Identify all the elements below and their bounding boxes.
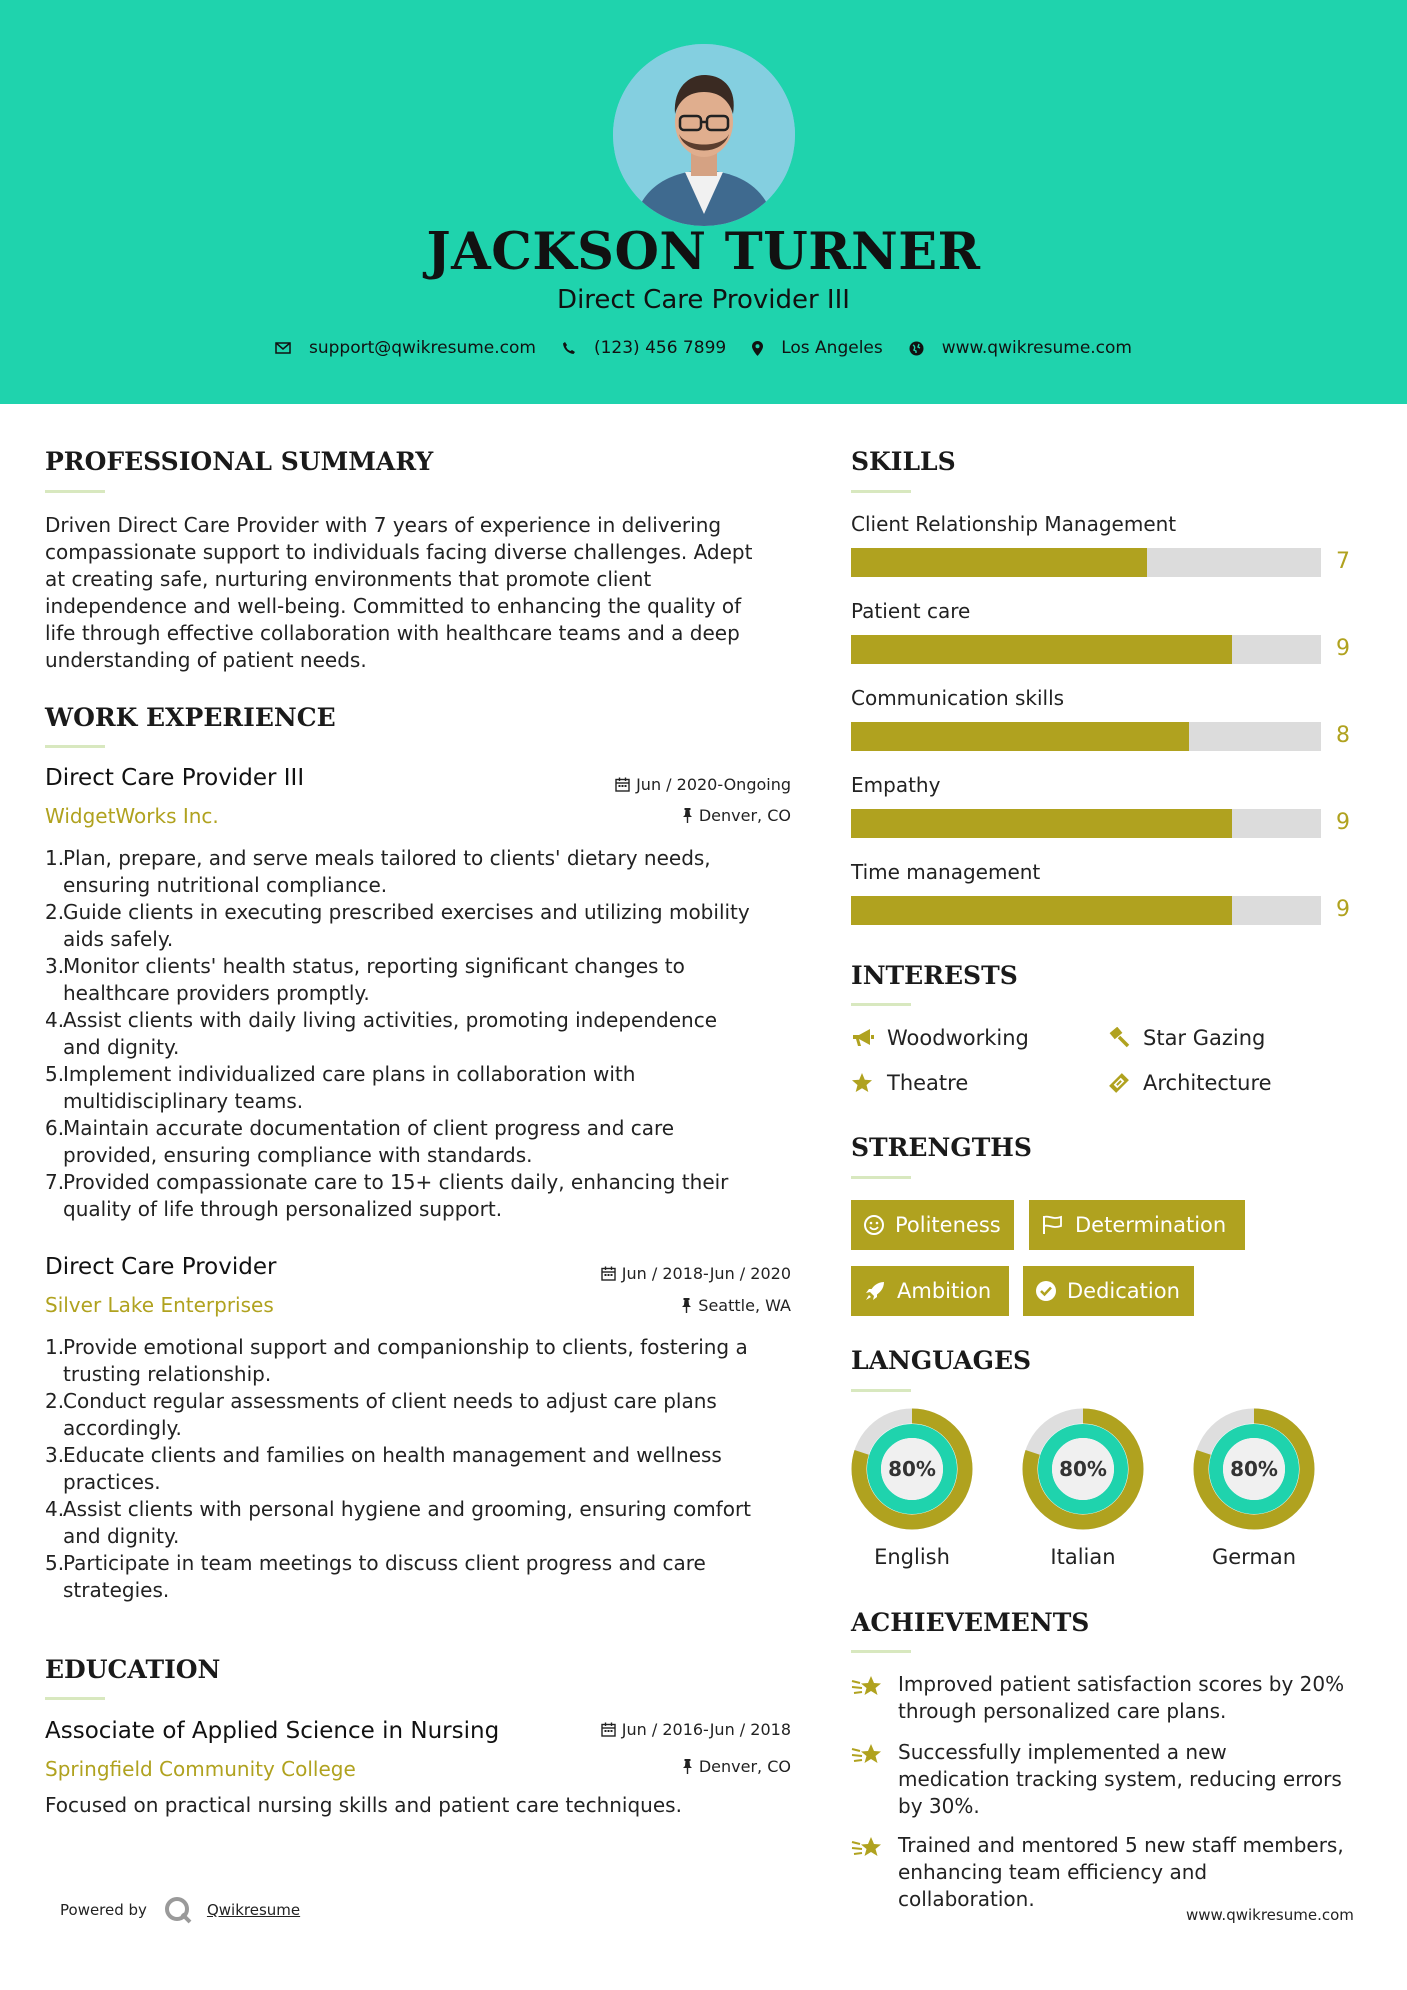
powered-by-label: Powered by (60, 1901, 147, 1919)
languages-underline (851, 1389, 911, 1392)
achievement-line: Trained and mentored 5 new staff members, (898, 1833, 1344, 1857)
job-company: WidgetWorks Inc. (45, 804, 219, 828)
job-dates (540, 1264, 791, 1283)
duty-line: Assist clients with daily living activities, promoting independence (63, 1008, 718, 1032)
duty-line: Conduct regular assessments of client needs to adjust care plans (63, 1389, 717, 1413)
qwikresume-logo-icon (163, 1895, 193, 1925)
rocket-icon (863, 1279, 887, 1303)
summary-line: life through effective collaboration with healthcare teams and a deep (45, 621, 740, 645)
contact-location (752, 338, 883, 358)
interest-item (851, 1026, 1029, 1050)
calendar-icon (601, 1722, 616, 1737)
duty-item (45, 1007, 805, 1061)
summary-line: understanding of patient needs. (45, 648, 367, 672)
shooting-star-icon (851, 1834, 885, 1862)
interest-label: Theatre (887, 1071, 969, 1095)
achievement-item (851, 1739, 1342, 1820)
duty-item (45, 1496, 805, 1550)
skill-value: 8 (1336, 723, 1350, 748)
contact-website-text: www.qwikresume.com (941, 338, 1132, 358)
profile-photo (613, 44, 795, 226)
job-duties-list (45, 1334, 805, 1604)
job-location-text: Denver, CO (698, 806, 791, 825)
interest-label: Architecture (1143, 1071, 1272, 1095)
duty-number: 5. (45, 1551, 65, 1575)
job-dates (540, 775, 791, 794)
achievement-text (898, 1832, 1344, 1913)
map-marker-icon (752, 341, 763, 356)
ticket-icon (1107, 1072, 1131, 1094)
duty-line: strategies. (63, 1578, 170, 1602)
summary-line: at creating safe, nurturing environments that promote client (45, 567, 652, 591)
skill-bar-track (851, 809, 1321, 838)
duty-item (45, 1169, 805, 1223)
profile-photo-image (613, 44, 795, 226)
calendar-icon (601, 1266, 616, 1281)
interest-label: Star Gazing (1143, 1026, 1266, 1050)
skill-label: Patient care (851, 599, 971, 623)
duty-number: 3. (45, 1443, 65, 1467)
flag-icon (1041, 1214, 1065, 1236)
achievement-line: medication tracking system, reducing errors (898, 1767, 1342, 1791)
achievement-item (851, 1832, 1344, 1913)
pushpin-icon (682, 1759, 693, 1774)
achievement-line: through personalized care plans. (898, 1699, 1227, 1723)
globe-icon (909, 341, 924, 356)
megaphone-icon (851, 1027, 875, 1049)
interests-heading: INTERESTS (851, 961, 1018, 990)
contact-bar (0, 338, 1407, 358)
duty-line: aids safely. (63, 927, 174, 951)
skill-label: Communication skills (851, 686, 1065, 710)
achievements-heading: ACHIEVEMENTS (851, 1608, 1090, 1637)
duty-number: 7. (45, 1170, 65, 1194)
skill-bar-fill (851, 635, 1232, 664)
duty-line: Maintain accurate documentation of client progress and care (63, 1116, 675, 1140)
education-dates-text: Jun / 2016-Jun / 2018 (621, 1720, 791, 1739)
duty-line: Assist clients with personal hygiene and grooming, ensuring comfort (63, 1497, 752, 1521)
skills-heading: SKILLS (851, 447, 956, 476)
strength-tag (851, 1266, 1009, 1316)
duty-item (45, 1115, 805, 1169)
skill-label: Time management (851, 860, 1041, 884)
strengths-heading: STRENGTHS (851, 1133, 1032, 1162)
footer-powered-by (60, 1895, 300, 1925)
duty-line: accordingly. (63, 1416, 182, 1440)
resume-header (0, 0, 1407, 404)
contact-phone-text: (123) 456 7899 (593, 338, 727, 358)
duty-number: 4. (45, 1008, 65, 1032)
duty-item (45, 899, 805, 953)
contact-email-text: support@qwikresume.com (309, 338, 536, 358)
achievements-underline (851, 1650, 911, 1653)
education-location (540, 1757, 791, 1776)
interest-item (1107, 1026, 1265, 1050)
summary-text (45, 512, 805, 674)
duty-line: quality of life through personalized support. (63, 1197, 503, 1221)
achievement-line: collaboration. (898, 1887, 1035, 1911)
skill-bar-fill (851, 722, 1189, 751)
calendar-icon (615, 777, 630, 792)
duty-line: Provided compassionate care to 15+ clients daily, enhancing their (63, 1170, 729, 1194)
shooting-star-icon (851, 1741, 885, 1769)
check-circle-icon (1035, 1280, 1057, 1302)
skill-bar-fill (851, 548, 1147, 577)
skill-value: 9 (1336, 897, 1350, 922)
candidate-name: JACKSON TURNER (426, 222, 981, 282)
achievement-line: by 30%. (898, 1794, 980, 1818)
language-name: German (1211, 1545, 1297, 1569)
duty-line: and dignity. (63, 1035, 180, 1059)
language-ring (1022, 1408, 1144, 1530)
shooting-star-icon (851, 1673, 885, 1701)
duty-line: trusting relationship. (63, 1362, 272, 1386)
duty-line: Guide clients in executing prescribed exercises and utilizing mobility (63, 900, 750, 924)
duty-line: practices. (63, 1470, 161, 1494)
skill-value: 9 (1336, 810, 1350, 835)
duty-line: Implement individualized care plans in collaboration with (63, 1062, 636, 1086)
candidate-title: Direct Care Provider III (557, 285, 850, 315)
experience-heading: WORK EXPERIENCE (45, 703, 336, 732)
achievement-text (898, 1739, 1342, 1820)
contact-email[interactable] (275, 338, 536, 358)
strength-label: Determination (1075, 1213, 1227, 1237)
envelope-icon (275, 342, 291, 354)
duty-number: 2. (45, 900, 65, 924)
pushpin-icon (682, 808, 693, 823)
language-ring (1193, 1408, 1315, 1530)
duty-number: 2. (45, 1389, 65, 1413)
duty-line: Educate clients and families on health management and wellness (63, 1443, 722, 1467)
duty-line: and dignity. (63, 1524, 180, 1548)
duty-line: Monitor clients' health status, reporting significant changes to (63, 954, 685, 978)
brand-link[interactable]: Qwikresume (206, 1901, 301, 1919)
language-name: Italian (1050, 1545, 1116, 1569)
achievement-item (851, 1671, 1344, 1725)
strength-label: Dedication (1067, 1279, 1180, 1303)
duty-line: provided, ensuring compliance with standards. (63, 1143, 533, 1167)
interest-label: Woodworking (887, 1026, 1029, 1050)
strength-tag (1029, 1200, 1245, 1250)
education-description: Focused on practical nursing skills and patient care techniques. (45, 1793, 682, 1817)
duty-line: Plan, prepare, and serve meals tailored to clients' dietary needs, (63, 846, 711, 870)
job-location (540, 1296, 791, 1315)
skill-bar-track (851, 722, 1321, 751)
skill-bar-fill (851, 896, 1232, 925)
skill-value: 7 (1336, 549, 1350, 574)
duty-item (45, 845, 805, 899)
duty-number: 4. (45, 1497, 65, 1521)
duty-number: 1. (45, 846, 65, 870)
summary-line: Driven Direct Care Provider with 7 years of experience in delivering (45, 513, 722, 537)
job-title: Direct Care Provider (45, 1254, 277, 1280)
contact-website[interactable] (909, 338, 1132, 358)
skill-label: Empathy (851, 773, 941, 797)
duty-number: 6. (45, 1116, 65, 1140)
duty-number: 3. (45, 954, 65, 978)
strength-label: Ambition (897, 1279, 992, 1303)
education-underline (45, 1697, 105, 1700)
language-percent: 80% (1230, 1457, 1278, 1481)
phone-icon (562, 341, 576, 355)
summary-line: compassionate support to individuals facing diverse challenges. Adept (45, 540, 753, 564)
job-dates-text: Jun / 2018-Jun / 2020 (621, 1264, 791, 1283)
education-degree: Associate of Applied Science in Nursing (45, 1718, 500, 1744)
duty-item (45, 1388, 805, 1442)
education-heading: EDUCATION (45, 1655, 221, 1684)
duty-line: Participate in team meetings to discuss client progress and care (63, 1551, 706, 1575)
duty-line: healthcare providers promptly. (63, 981, 370, 1005)
achievement-line: Improved patient satisfaction scores by 20% (898, 1672, 1345, 1696)
duty-item (45, 1334, 805, 1388)
skill-bar-track (851, 635, 1321, 664)
education-school: Springfield Community College (45, 1757, 356, 1781)
interests-underline (851, 1003, 911, 1006)
achievement-text (898, 1671, 1344, 1725)
duty-line: multidisciplinary teams. (63, 1089, 304, 1113)
achievement-line: Successfully implemented a new (898, 1740, 1227, 1764)
skill-value: 9 (1336, 636, 1350, 661)
strengths-underline (851, 1176, 911, 1179)
skill-bar-fill (851, 809, 1232, 838)
footer-website[interactable]: www.qwikresume.com (1186, 1906, 1354, 1924)
job-duties-list (45, 845, 805, 1223)
duty-line: ensuring nutritional compliance. (63, 873, 388, 897)
duty-line: Provide emotional support and companionship to clients, fostering a (63, 1335, 748, 1359)
summary-line: independence and well-being. Committed to enhancing the quality of (45, 594, 742, 618)
language-name: English (874, 1545, 950, 1569)
star-icon (851, 1072, 875, 1094)
skills-underline (851, 490, 911, 493)
language-ring (851, 1408, 973, 1530)
duty-item (45, 1442, 805, 1496)
interest-item (1107, 1071, 1272, 1095)
experience-underline (45, 745, 105, 748)
duty-item (45, 953, 805, 1007)
skill-bar-track (851, 548, 1321, 577)
education-location-text: Denver, CO (698, 1757, 791, 1776)
strength-tag (851, 1200, 1014, 1250)
contact-phone[interactable] (562, 338, 726, 358)
pushpin-icon (681, 1298, 692, 1313)
smiley-icon (863, 1214, 885, 1236)
duty-number: 5. (45, 1062, 65, 1086)
strength-label: Politeness (895, 1213, 1001, 1237)
education-dates (540, 1720, 791, 1739)
summary-heading: PROFESSIONAL SUMMARY (45, 447, 434, 476)
duty-number: 1. (45, 1335, 65, 1359)
duty-item (45, 1550, 805, 1604)
interest-item (851, 1071, 968, 1095)
achievement-line: enhancing team efficiency and (898, 1860, 1208, 1884)
summary-underline (45, 490, 105, 493)
job-company: Silver Lake Enterprises (45, 1293, 274, 1317)
job-dates-text: Jun / 2020-Ongoing (636, 775, 791, 794)
language-percent: 80% (1059, 1457, 1107, 1481)
job-title: Direct Care Provider III (45, 765, 305, 791)
duty-item (45, 1061, 805, 1115)
language-percent: 80% (888, 1457, 936, 1481)
skill-bar-track (851, 896, 1321, 925)
job-location (540, 806, 791, 825)
gavel-icon (1107, 1027, 1131, 1049)
strength-tag (1023, 1266, 1194, 1316)
skill-label: Client Relationship Management (851, 512, 1177, 536)
job-location-text: Seattle, WA (698, 1296, 791, 1315)
languages-heading: LANGUAGES (851, 1346, 1032, 1375)
contact-location-text: Los Angeles (781, 338, 883, 358)
